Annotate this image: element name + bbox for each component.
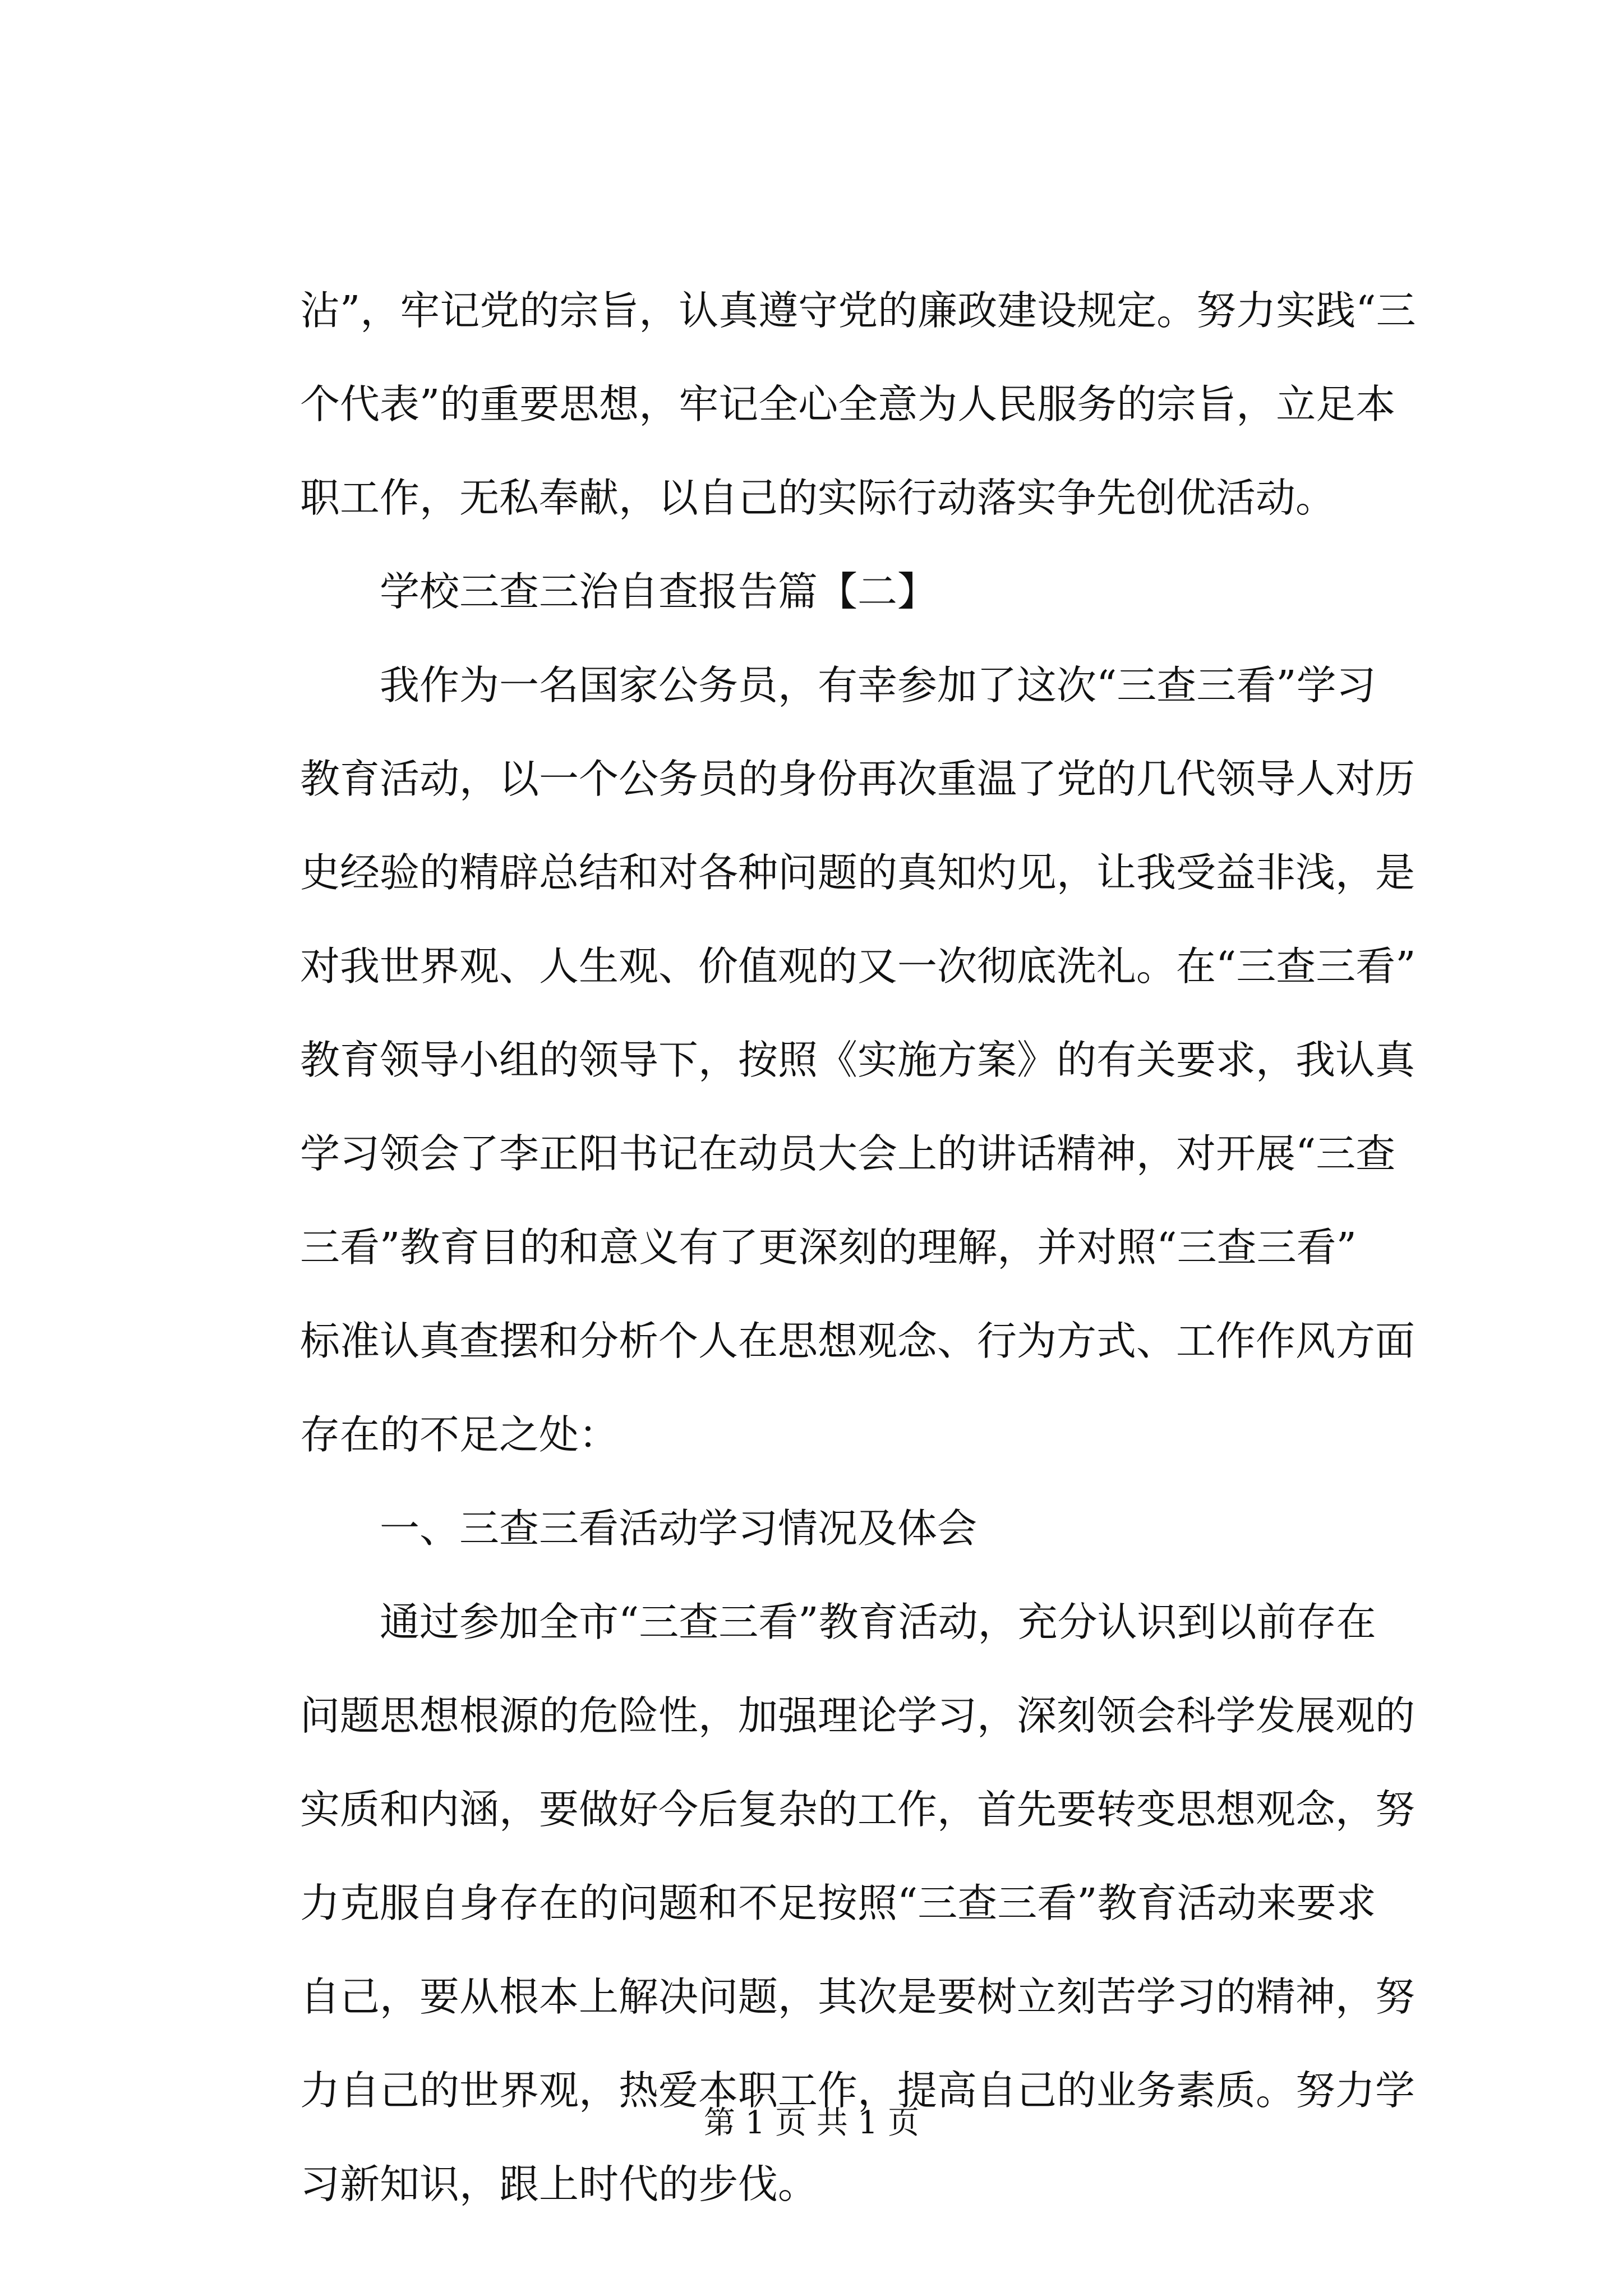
text-line: 力克服自身存在的问题和不足按照“三查三看”教育活动来要求 <box>300 1880 1376 1926</box>
text-line: 教育领导小组的领导下，按照《实施方案》的有关要求，我认真 <box>300 1037 1415 1083</box>
text-line: 存在的不足之处： <box>300 1411 619 1458</box>
document-body <box>300 264 1416 2231</box>
text-line: 力自己的世界观，热爱本职工作，提高自己的业务素质。努力学 <box>300 2067 1415 2114</box>
text-line: 习新知识，跟上时代的步伐。 <box>300 2161 818 2207</box>
page-number-footer: 第 1 页 共 1 页 <box>703 2105 920 2141</box>
text-line: 史经验的精辟总结和对各种问题的真知灼见，让我受益非浅，是 <box>300 849 1415 896</box>
text-line: 学习领会了李正阳书记在动员大会上的讲话精神，对开展“三查 <box>300 1130 1396 1177</box>
text-line: 个代表”的重要思想，牢记全心全意为人民服务的宗旨，立足本 <box>300 381 1396 427</box>
text-line: 问题思想根源的危险性，加强理论学习，深刻领会科学发展观的 <box>300 1692 1415 1739</box>
text-line: 自己，要从根本上解决问题，其次是要树立刻苦学习的精神，努 <box>300 1973 1415 2020</box>
text-line: 职工作，无私奉献，以自己的实际行动落实争先创优活动。 <box>300 475 1336 521</box>
subsection-heading: 一、三查三看活动学习情况及体会 <box>300 1505 978 1552</box>
text-line: 通过参加全市“三查三看”教育活动，充分认识到以前存在 <box>300 1599 1376 1645</box>
text-line: 实质和内涵，要做好今后复杂的工作，首先要转变思想观念，努 <box>300 1786 1415 1833</box>
text-line: 我作为一名国家公务员，有幸参加了这次“三查三看”学习 <box>300 662 1376 708</box>
text-line: 三看”教育目的和意义有了更深刻的理解，并对照“三查三看” <box>300 1224 1357 1271</box>
text-line: 标准认真查摆和分析个人在思想观念、行为方式、工作作风方面 <box>300 1318 1415 1364</box>
text-line: 教育活动，以一个公务员的身份再次重温了党的几代领导人对历 <box>300 756 1415 802</box>
text-line: 沾”，牢记党的宗旨，认真遵守党的廉政建设规定。努力实践“三 <box>300 287 1416 334</box>
section-heading: 学校三查三治自查报告篇【二】 <box>300 568 938 615</box>
text-line: 对我世界观、人生观、价值观的又一次彻底洗礼。在“三查三看” <box>300 943 1416 990</box>
